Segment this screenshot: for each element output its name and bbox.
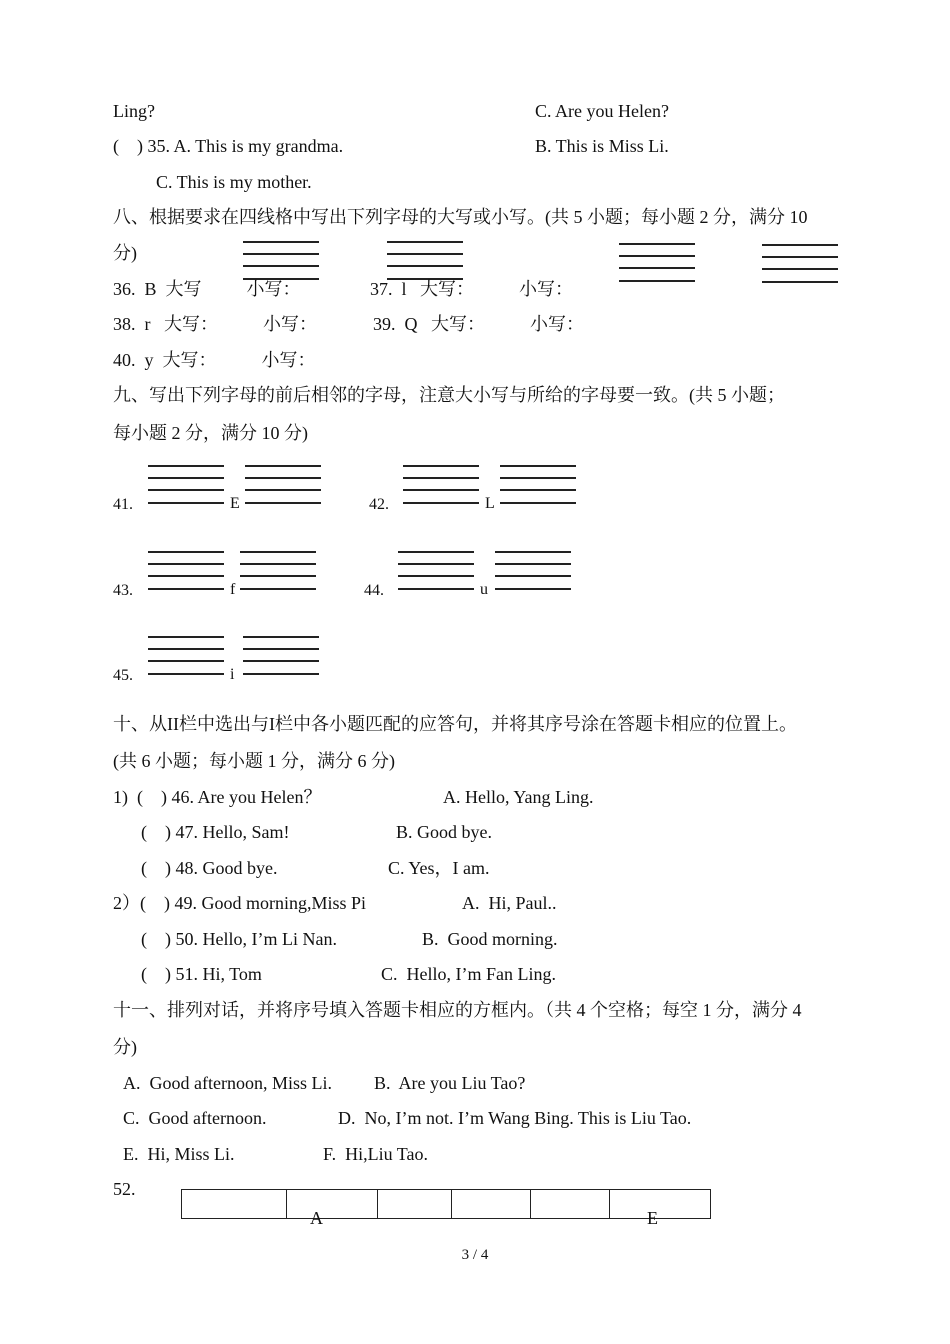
q48: ( ) 48. Good bye. — [141, 858, 278, 878]
answer-cell[interactable] — [451, 1190, 531, 1218]
q52-number: 52. — [113, 1179, 136, 1199]
section11-heading: 十一、排列对话，并将序号填入答题卡相应的方框内。（共 4 个空格；每空 1 分，满分 4 — [113, 1000, 802, 1020]
answer-cell[interactable] — [286, 1190, 378, 1218]
q44-letter: u — [480, 581, 488, 598]
q36: 36. B 大写 小写： — [113, 279, 301, 299]
dialogue-option-d: D. No, I’m not. I’m Wang Bing. This is Liu Tao. — [338, 1108, 692, 1128]
q41-number: 41. — [113, 496, 133, 513]
answer-cell[interactable] — [377, 1190, 452, 1218]
section11-heading-cont: 分) — [113, 1037, 137, 1057]
answer-order-box — [181, 1189, 711, 1228]
q49: 2）( ) 49. Good morning,Miss Pi — [113, 893, 367, 913]
q51-answer-c: C. Hello, I’m Fan Ling. — [381, 964, 556, 984]
four-line-grid — [619, 243, 695, 283]
dialogue-option-a: A. Good afternoon, Miss Li. — [123, 1073, 332, 1093]
dialogue-option-f: F. Hi,Liu Tao. — [323, 1144, 428, 1164]
four-line-grid — [387, 241, 463, 281]
q45-number: 45. — [113, 667, 133, 684]
four-line-grid — [243, 241, 319, 281]
section10-heading: 十、从II栏中选出与I栏中各小题匹配的应答句，并将其序号涂在答题卡相应的位置上。 — [113, 714, 797, 734]
dialogue-option-e: E. Hi, Miss Li. — [123, 1144, 235, 1164]
given-answer-e: E — [647, 1208, 658, 1228]
answer-cell[interactable] — [530, 1190, 610, 1218]
dialogue-option-c: C. Good afternoon. — [123, 1108, 267, 1128]
answer-cell[interactable] — [182, 1190, 287, 1218]
q41-letter: E — [230, 495, 240, 512]
dialogue-option-b: B. Are you Liu Tao? — [374, 1073, 526, 1093]
section9-heading-cont: 每小题 2 分，满分 10 分) — [113, 423, 308, 443]
q46: 1) ( ) 46. Are you Helen？ — [113, 787, 322, 807]
q42-letter: L — [485, 495, 495, 512]
q51: ( ) 51. Hi, Tom — [141, 964, 262, 984]
q49-answer-a: A. Hi, Paul.. — [462, 893, 557, 913]
q34-option-c: C. Are you Helen? — [535, 101, 669, 121]
q35-option-a: ( ) 35. A. This is my grandma. — [113, 136, 344, 156]
q42-number: 42. — [369, 496, 389, 513]
q47-answer-b: B. Good bye. — [396, 822, 492, 842]
q45-grid-pair — [148, 636, 324, 683]
section10-heading-cont: (共 6 小题；每小题 1 分，满分 6 分) — [113, 751, 395, 771]
q38: 38. r 大写： 小写： — [113, 314, 317, 334]
q43-letter: f — [230, 581, 236, 598]
q34-tail: Ling? — [113, 101, 155, 121]
q37: 37. l 大写： 小写： — [370, 279, 574, 299]
q43-grid-pair — [148, 551, 324, 598]
q39: 39. Q 大写： 小写： — [373, 314, 584, 334]
given-answer-a: A — [310, 1208, 323, 1228]
section9-heading: 九、写出下列字母的前后相邻的字母，注意大小写与所给的字母要一致。(共 5 小题； — [113, 385, 785, 405]
q44-grid-pair — [398, 551, 574, 598]
q40: 40. y 大写： 小写： — [113, 350, 316, 370]
q43-number: 43. — [113, 582, 133, 599]
section8-heading-cont: 分) — [113, 243, 137, 263]
q35-option-b: B. This is Miss Li. — [535, 136, 669, 156]
q48-answer-c: C. Yes，I am. — [388, 858, 490, 878]
q47: ( ) 47. Hello, Sam! — [141, 822, 290, 842]
q50: ( ) 50. Hello, I’m Li Nan. — [141, 929, 337, 949]
q41-grid-pair — [148, 465, 324, 512]
q35-option-c: C. This is my mother. — [156, 172, 312, 192]
q42-grid-pair — [403, 465, 579, 512]
q45-letter: i — [230, 666, 235, 683]
four-line-grid — [762, 244, 838, 284]
page-number: 3 / 4 — [461, 1247, 489, 1263]
q44-number: 44. — [364, 582, 384, 599]
q50-answer-b: B. Good morning. — [422, 929, 558, 949]
q46-answer-a: A. Hello, Yang Ling. — [443, 787, 594, 807]
section8-heading: 八、根据要求在四线格中写出下列字母的大写或小写。(共 5 小题；每小题 2 分，满分 10 — [113, 207, 808, 227]
